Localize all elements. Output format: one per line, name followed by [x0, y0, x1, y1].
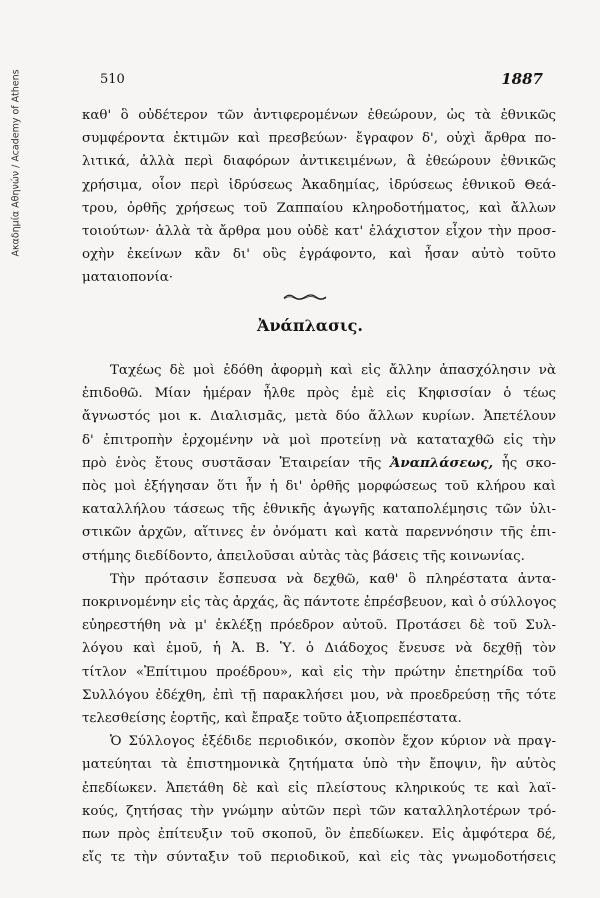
text-line: εὐηρεστήθη νὰ μ' ἐκλέξῃ πρόεδρον αὐτοῦ. Προτάσει δὲ τοῦ Συλ- [82, 618, 556, 634]
text-line: συμφέροντα ἐκτιμῶν καὶ πρεσβεύων· ἔγραφον δ', οὐχὶ ἄρθρα πο- [82, 131, 556, 147]
text-line: πὸς μοὶ ἐξήγησαν ὅτι ἦν ἡ δι' ὀρθῆς μορφώσεως τοῦ κλήρου καὶ [82, 479, 556, 495]
intro-paragraph [82, 104, 556, 290]
text-line: οχὴν ἐκείνων κἂν δι' οὓς ἐγράφοντο, καὶ ἦσαν αὐτὸ τοῦτο [82, 247, 556, 263]
text-line [82, 452, 556, 475]
watermark-label: Ακαδημία Αθηνών / Academy of Athens [10, 68, 22, 257]
text-line: καθ' ὃ οὐδέτερον τῶν ἀντιφερομένων ἐθεώρουν, ὡς τὰ ἐθνικῶς [82, 108, 556, 123]
text-line: ἄγνωστός μοι κ. Διαλισμᾶς, μετὰ δύο ἄλλων κυρίων. Ἀπετέλουν [82, 409, 556, 425]
text-line: Συλλόγου ἐδέχθη, ἐπὶ τῇ παρακλήσει μου, νὰ προεδρεύσῃ τῆς τότε [82, 687, 556, 703]
text-line: δ' ἐπιτροπὴν ἐρχομένην νὰ μοὶ προτείνῃ νὰ καταταχθῶ εἰς τὴν [82, 432, 556, 448]
text-line: πων πρὸς ἐπίτευξιν τοῦ σκοποῦ, ὃν ἐπεδίωκεν. Εἰς ἀμφότερα δέ, [82, 827, 556, 843]
text-line: καταλλήλου τάσεως τῆς ἐθνικῆς ἀγωγῆς καταπολέμησις τῶν ὑλι- [82, 502, 556, 518]
text-line: χρήσιμα, οἷον περὶ ἱδρύσεως Ἀκαδημίας, ἱδρύσεως ἐθνικοῦ Θεά- [82, 177, 556, 193]
text-line: Ὁ Σύλλογος ἐξέδιδε περιοδικόν, σκοπὸν ἔχον κύριον νὰ πραγ- [110, 734, 556, 750]
text-line: Ταχέως δὲ μοὶ ἐδόθη ἀφορμὴ καὶ εἰς ἄλλην ἀπασχόλησιν νὰ [110, 363, 556, 378]
section-title: Ἀνάπλασις. [257, 316, 363, 335]
page-number: 510 [100, 72, 125, 87]
emphasized-term: Ἀναπλάσεως, [390, 454, 494, 471]
text-line: τελεσθείσης ἑορτῆς, καὶ ἔπραξε τοῦτο ἀξιοπρεπέστατα. [82, 711, 462, 727]
text-line: ἐπεδίωκεν. Ἀπετάθη δὲ καὶ εἰς πλείστους κληρικούς τε καὶ λαϊ- [82, 780, 556, 796]
text-fragment: ἧς σκο- [493, 455, 556, 471]
text-line: Τὴν πρότασιν ἔσπευσα νὰ δεχθῶ, καθ' ὃ πληρέστατα ἀντα- [110, 571, 556, 587]
text-line: ποκρινομένην εἰς τὰς ἀρχάς, ἃς πάντοτε ἐπρέσβευον, καὶ ὁ σύλλογος [82, 595, 557, 611]
text-line: ματαιοπονία· [82, 270, 174, 286]
text-line: τοιούτων· ἀλλὰ τὰ ἄρθρα μου οὐδὲ κατ' ἐλάχιστον εἶχον τὴν προσ- [82, 224, 556, 240]
text-line: ἐπιδοθῶ. Μίαν ἡμέραν ἦλθε πρὸς ἐμὲ εἰς Κηφισσίαν ὁ τέως [82, 386, 556, 402]
text-line: τίτλον «Ἐπίτιμου προέδρου», καὶ εἰς τὴν πρώτην ἐπετηρίδα τοῦ [82, 664, 556, 680]
text-line: εἴς τε τὴν σύνταξιν τοῦ περιοδικοῦ, καὶ εἰς τὰς γνωμοδοτήσεις [82, 850, 556, 866]
text-line: ματεύηται τὰ ἐπιστημονικὰ ζητήματα ὑπὸ τὴν ἔποψιν, ἣν αὐτὸς [82, 757, 556, 773]
text-line: στικῶν ἀρχῶν, αἵτινες ἐν ὀνόματι καὶ κατὰ παρεννόησιν τῆς ἐπι- [82, 525, 556, 541]
text-fragment: πρὸ ἑνὸς ἔτους συστᾶσαν Ἑταιρείαν τῆς [82, 455, 391, 471]
section-ornament [283, 292, 327, 302]
page-year: 1887 [501, 70, 543, 88]
side-watermark [8, 55, 24, 270]
text-line: κούς, ζητήσας τὴν γνώμην αὐτῶν περὶ τῶν καταλληλοτέρων τρό- [82, 803, 556, 819]
text-line: λόγου καὶ ἐμοῦ, ἡ Ἀ. Β. Ὑ. ὁ Διάδοχος ἔνευσε νὰ δεχθῇ τὸν [82, 641, 556, 657]
text-line: τρου, ὀρθῆς χρήσεως τοῦ Ζαππαίου κληροδοτήματος, καὶ ἄλλων [82, 200, 556, 216]
text-line: στήμης διεδίδοντο, ἀπειλοῦσαι αὐτὰς τὰς βάσεις τῆς κοινωνίας. [82, 548, 525, 564]
text-line: λιτικά, ἀλλὰ περὶ διαφόρων ἀντικειμένων, ἃ ἐθεώρουν ἐθνικῶς [82, 154, 556, 170]
body-text [82, 359, 556, 869]
